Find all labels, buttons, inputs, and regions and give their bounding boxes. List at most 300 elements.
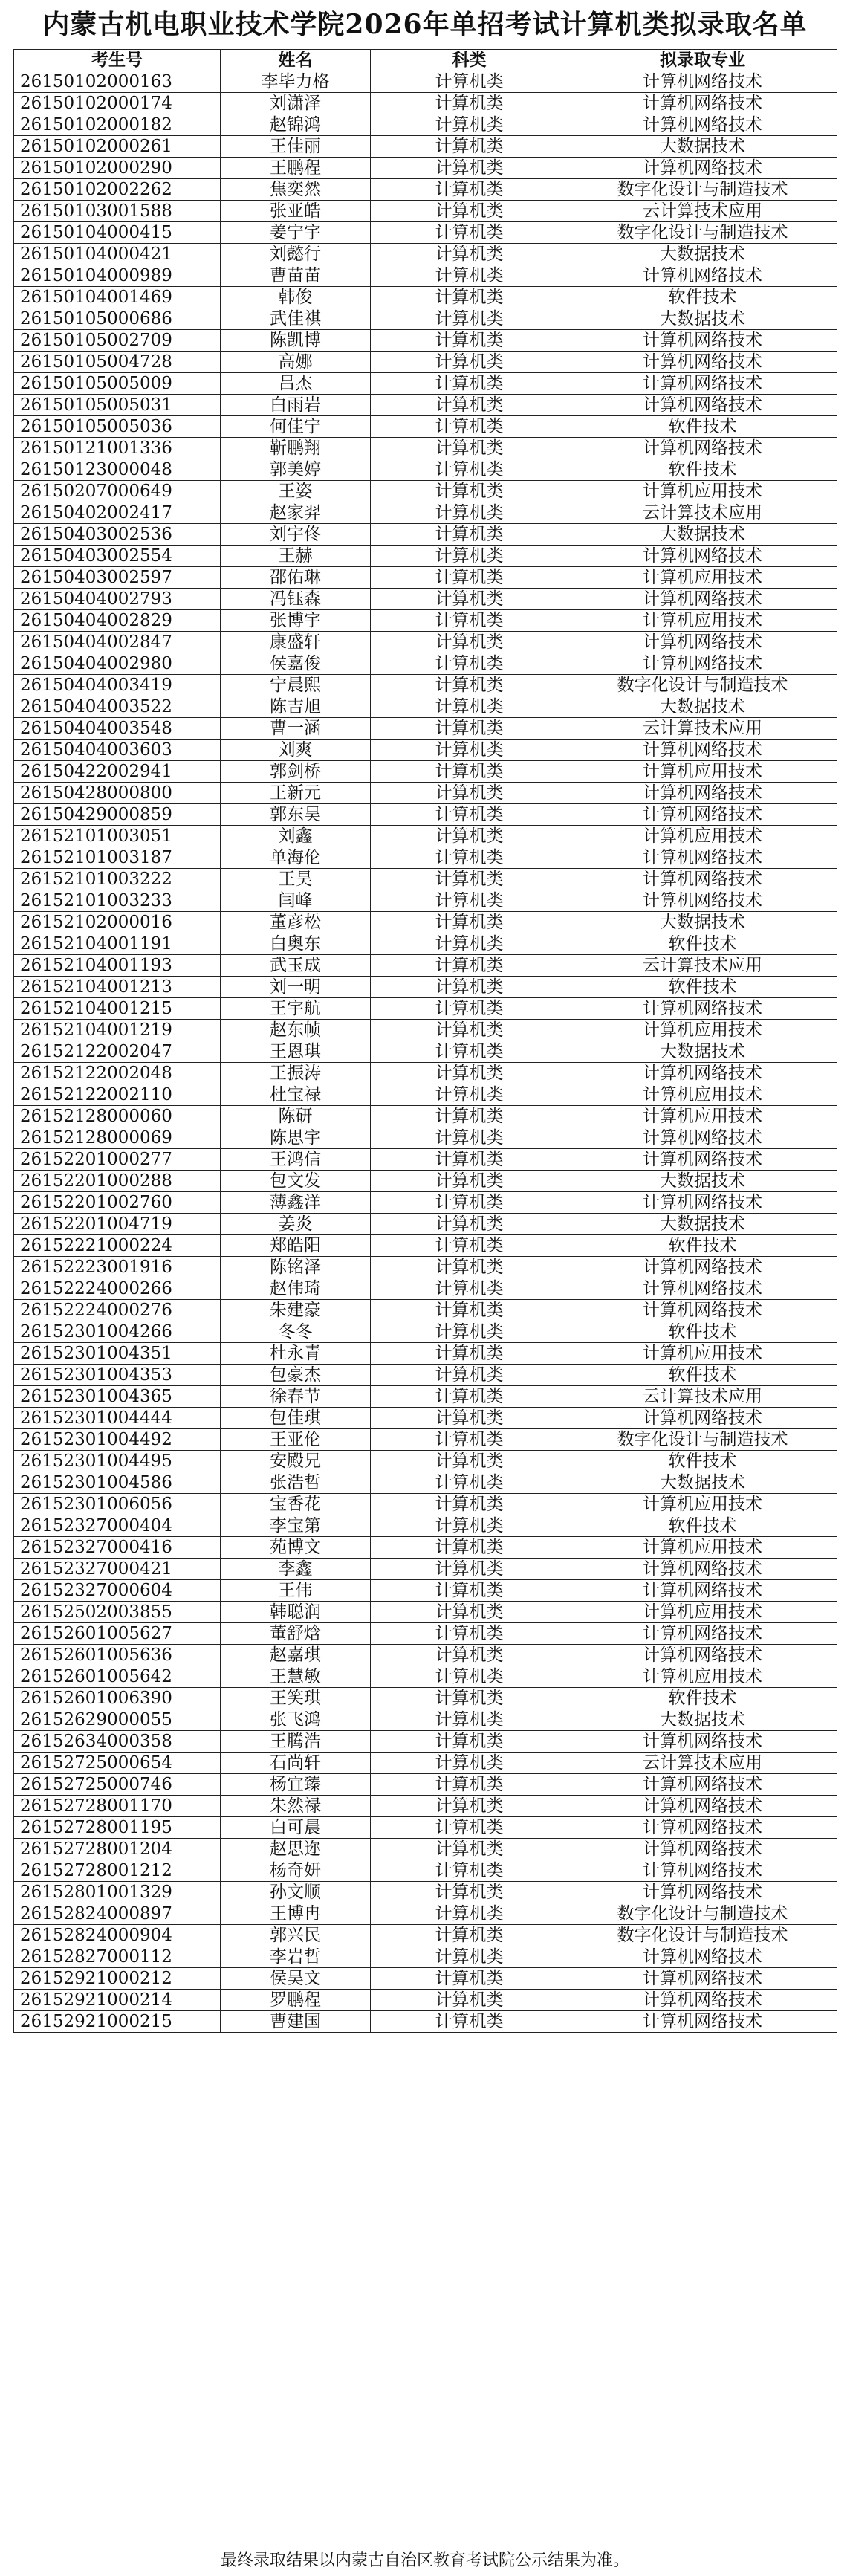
major-cell: 大数据技术 (568, 244, 837, 265)
name-cell: 曹苗苗 (221, 265, 371, 287)
major-cell: 计算机应用技术 (568, 1494, 837, 1515)
category-cell: 计算机类 (371, 1602, 568, 1623)
category-cell: 计算机类 (371, 1666, 568, 1688)
major-cell: 计算机网络技术 (568, 1968, 837, 1990)
name-cell: 冬冬 (221, 1321, 371, 1343)
table-row (14, 1580, 837, 1602)
table-row (14, 1559, 837, 1580)
category-cell: 计算机类 (371, 761, 568, 783)
major-cell: 软件技术 (568, 1515, 837, 1537)
table-row (14, 222, 837, 244)
category-cell: 计算机类 (371, 2011, 568, 2033)
table-row (14, 114, 837, 136)
major-cell: 计算机网络技术 (568, 1946, 837, 1968)
name-cell: 杜永青 (221, 1343, 371, 1365)
exam-number-cell: 26150102000174 (14, 93, 221, 114)
name-cell: 郭美婷 (221, 459, 371, 481)
name-cell: 宝香花 (221, 1494, 371, 1515)
category-cell: 计算机类 (371, 287, 568, 308)
name-cell: 王恩琪 (221, 1041, 371, 1063)
table-row (14, 1623, 837, 1645)
major-cell: 计算机网络技术 (568, 546, 837, 567)
table-row (14, 1968, 837, 1990)
name-cell: 白可晨 (221, 1817, 371, 1839)
name-cell: 李鑫 (221, 1559, 371, 1580)
table-row (14, 1235, 837, 1257)
major-cell: 数字化设计与制造技术 (568, 1925, 837, 1946)
category-cell: 计算机类 (371, 1709, 568, 1731)
category-cell: 计算机类 (371, 955, 568, 977)
category-cell: 计算机类 (371, 1278, 568, 1300)
category-cell: 计算机类 (371, 308, 568, 330)
name-cell: 王昊 (221, 869, 371, 890)
table-row (14, 93, 837, 114)
category-cell: 计算机类 (371, 653, 568, 675)
category-cell: 计算机类 (371, 1084, 568, 1106)
major-cell: 大数据技术 (568, 1171, 837, 1192)
name-cell: 刘宇佟 (221, 524, 371, 546)
exam-number-cell: 26152827000112 (14, 1946, 221, 1968)
exam-number-cell: 26150105005036 (14, 416, 221, 438)
exam-number-cell: 26150402002417 (14, 502, 221, 524)
category-cell: 计算机类 (371, 416, 568, 438)
table-row (14, 1666, 837, 1688)
category-cell: 计算机类 (371, 998, 568, 1020)
category-cell: 计算机类 (371, 912, 568, 933)
exam-number-cell: 26152327000416 (14, 1537, 221, 1559)
category-cell: 计算机类 (371, 1623, 568, 1645)
table-row (14, 610, 837, 632)
table-row (14, 912, 837, 933)
major-cell: 计算机网络技术 (568, 1300, 837, 1321)
name-cell: 冯钰森 (221, 589, 371, 610)
name-cell: 薄鑫洋 (221, 1192, 371, 1214)
exam-number-cell: 26152104001191 (14, 933, 221, 955)
name-cell: 刘爽 (221, 740, 371, 761)
table-row (14, 1278, 837, 1300)
exam-number-cell: 26150404003548 (14, 718, 221, 740)
exam-number-cell: 26152221000224 (14, 1235, 221, 1257)
exam-number-cell: 26152104001193 (14, 955, 221, 977)
name-cell: 武玉成 (221, 955, 371, 977)
table-row (14, 1063, 837, 1084)
name-cell: 朱建豪 (221, 1300, 371, 1321)
table-row (14, 869, 837, 890)
major-cell: 大数据技术 (568, 912, 837, 933)
category-cell: 计算机类 (371, 1968, 568, 1990)
name-cell: 刘懿行 (221, 244, 371, 265)
category-cell: 计算机类 (371, 459, 568, 481)
table-row (14, 459, 837, 481)
major-cell: 大数据技术 (568, 524, 837, 546)
major-cell: 计算机网络技术 (568, 1731, 837, 1753)
table-row (14, 847, 837, 869)
exam-number-cell: 26152301004351 (14, 1343, 221, 1365)
table-row (14, 1839, 837, 1860)
category-cell: 计算机类 (371, 1257, 568, 1278)
category-cell: 计算机类 (371, 589, 568, 610)
major-cell: 计算机网络技术 (568, 1882, 837, 1903)
name-cell: 王姿 (221, 481, 371, 502)
exam-number-cell: 26152824000904 (14, 1925, 221, 1946)
category-cell: 计算机类 (371, 1903, 568, 1925)
category-cell: 计算机类 (371, 1321, 568, 1343)
name-cell: 侯昊文 (221, 1968, 371, 1990)
major-cell: 计算机应用技术 (568, 1084, 837, 1106)
major-cell: 计算机网络技术 (568, 438, 837, 459)
table-row (14, 416, 837, 438)
major-cell: 软件技术 (568, 1365, 837, 1386)
category-cell: 计算机类 (371, 1235, 568, 1257)
major-cell: 数字化设计与制造技术 (568, 675, 837, 696)
category-cell: 计算机类 (371, 1063, 568, 1084)
name-cell: 单海伦 (221, 847, 371, 869)
name-cell: 曹建国 (221, 2011, 371, 2033)
category-cell: 计算机类 (371, 352, 568, 373)
category-cell: 计算机类 (371, 1106, 568, 1127)
major-cell: 计算机网络技术 (568, 1774, 837, 1796)
major-cell: 计算机网络技术 (568, 158, 837, 179)
table-row (14, 1343, 837, 1365)
exam-number-cell: 26152921000214 (14, 1990, 221, 2011)
name-cell: 武佳祺 (221, 308, 371, 330)
exam-number-cell: 26152801001329 (14, 1882, 221, 1903)
table-row (14, 1257, 837, 1278)
table-row (14, 1946, 837, 1968)
category-cell: 计算机类 (371, 502, 568, 524)
name-cell: 王腾浩 (221, 1731, 371, 1753)
exam-number-cell: 26150105005009 (14, 373, 221, 395)
exam-number-cell: 26152101003233 (14, 890, 221, 912)
category-cell: 计算机类 (371, 1300, 568, 1321)
category-cell: 计算机类 (371, 158, 568, 179)
name-cell: 杜宝禄 (221, 1084, 371, 1106)
category-cell: 计算机类 (371, 632, 568, 653)
table-row (14, 1774, 837, 1796)
exam-number-cell: 26152301004266 (14, 1321, 221, 1343)
header-major: 拟录取专业 (568, 50, 837, 71)
major-cell: 计算机网络技术 (568, 1278, 837, 1300)
table-row (14, 2011, 837, 2033)
major-cell: 计算机网络技术 (568, 1257, 837, 1278)
major-cell: 计算机网络技术 (568, 1623, 837, 1645)
table-row (14, 502, 837, 524)
exam-number-cell: 26152301004586 (14, 1472, 221, 1494)
category-cell: 计算机类 (371, 890, 568, 912)
major-cell: 计算机网络技术 (568, 2011, 837, 2033)
name-cell: 陈研 (221, 1106, 371, 1127)
exam-number-cell: 26150105000686 (14, 308, 221, 330)
major-cell: 计算机应用技术 (568, 610, 837, 632)
major-cell: 大数据技术 (568, 1709, 837, 1731)
major-cell: 软件技术 (568, 1688, 837, 1709)
table-row (14, 1860, 837, 1882)
exam-number-cell: 26150403002554 (14, 546, 221, 567)
table-row (14, 1365, 837, 1386)
table-row (14, 201, 837, 222)
major-cell: 计算机网络技术 (568, 1127, 837, 1149)
exam-number-cell: 26150102000261 (14, 136, 221, 158)
table-row (14, 179, 837, 201)
major-cell: 数字化设计与制造技术 (568, 1903, 837, 1925)
category-cell: 计算机类 (371, 1990, 568, 2011)
exam-number-cell: 26150121001336 (14, 438, 221, 459)
table-row (14, 1709, 837, 1731)
table-row (14, 675, 837, 696)
category-cell: 计算机类 (371, 222, 568, 244)
name-cell: 焦奕然 (221, 179, 371, 201)
category-cell: 计算机类 (371, 804, 568, 826)
category-cell: 计算机类 (371, 1580, 568, 1602)
exam-number-cell: 26150103001588 (14, 201, 221, 222)
major-cell: 计算机应用技术 (568, 1343, 837, 1365)
name-cell: 白奥东 (221, 933, 371, 955)
table-row (14, 589, 837, 610)
name-cell: 陈凯博 (221, 330, 371, 352)
major-cell: 数字化设计与制造技术 (568, 222, 837, 244)
name-cell: 王振涛 (221, 1063, 371, 1084)
table-row (14, 1149, 837, 1171)
category-cell: 计算机类 (371, 847, 568, 869)
header-exam-number: 考生号 (14, 50, 221, 71)
category-cell: 计算机类 (371, 1041, 568, 1063)
major-cell: 数字化设计与制造技术 (568, 179, 837, 201)
exam-number-cell: 26150207000649 (14, 481, 221, 502)
exam-number-cell: 26150104000415 (14, 222, 221, 244)
admission-table (13, 49, 837, 2033)
name-cell: 郭东昊 (221, 804, 371, 826)
major-cell: 计算机网络技术 (568, 1580, 837, 1602)
major-cell: 大数据技术 (568, 1472, 837, 1494)
exam-number-cell: 26150404002847 (14, 632, 221, 653)
category-cell: 计算机类 (371, 675, 568, 696)
table-row (14, 1084, 837, 1106)
page-title: 内蒙古机电职业技术学院2026年单招考试计算机类拟录取名单 (42, 9, 808, 40)
name-cell: 赵锦鸿 (221, 114, 371, 136)
table-row (14, 1990, 837, 2011)
name-cell: 王笑琪 (221, 1688, 371, 1709)
table-row (14, 1451, 837, 1472)
category-cell: 计算机类 (371, 136, 568, 158)
name-cell: 赵伟琦 (221, 1278, 371, 1300)
table-row (14, 244, 837, 265)
name-cell: 姜宁宇 (221, 222, 371, 244)
table-row (14, 158, 837, 179)
table-row (14, 1192, 837, 1214)
category-cell: 计算机类 (371, 93, 568, 114)
category-cell: 计算机类 (371, 1408, 568, 1429)
exam-number-cell: 26152728001195 (14, 1817, 221, 1839)
table-header-row (14, 50, 837, 71)
major-cell: 计算机应用技术 (568, 761, 837, 783)
exam-number-cell: 26150104000421 (14, 244, 221, 265)
table-row (14, 1386, 837, 1408)
table-row (14, 1903, 837, 1925)
exam-number-cell: 26152128000060 (14, 1106, 221, 1127)
name-cell: 董舒焓 (221, 1623, 371, 1645)
table-row (14, 761, 837, 783)
category-cell: 计算机类 (371, 1882, 568, 1903)
table-row (14, 1127, 837, 1149)
major-cell: 软件技术 (568, 459, 837, 481)
category-cell: 计算机类 (371, 977, 568, 998)
table-row (14, 1925, 837, 1946)
exam-number-cell: 26152101003051 (14, 826, 221, 847)
name-cell: 张浩哲 (221, 1472, 371, 1494)
category-cell: 计算机类 (371, 438, 568, 459)
exam-number-cell: 26150404003522 (14, 696, 221, 718)
name-cell: 王鸿信 (221, 1149, 371, 1171)
table-row (14, 438, 837, 459)
category-cell: 计算机类 (371, 244, 568, 265)
major-cell: 计算机应用技术 (568, 1537, 837, 1559)
name-cell: 王佳丽 (221, 136, 371, 158)
table-row (14, 352, 837, 373)
exam-number-cell: 26150404003419 (14, 675, 221, 696)
name-cell: 王赫 (221, 546, 371, 567)
major-cell: 计算机网络技术 (568, 373, 837, 395)
exam-number-cell: 26152301006056 (14, 1494, 221, 1515)
category-cell: 计算机类 (371, 1020, 568, 1041)
category-cell: 计算机类 (371, 201, 568, 222)
name-cell: 曹一涵 (221, 718, 371, 740)
major-cell: 软件技术 (568, 1321, 837, 1343)
name-cell: 闫峰 (221, 890, 371, 912)
exam-number-cell: 26150403002536 (14, 524, 221, 546)
name-cell: 宁晨熙 (221, 675, 371, 696)
exam-number-cell: 26152104001213 (14, 977, 221, 998)
major-cell: 计算机网络技术 (568, 1817, 837, 1839)
name-cell: 刘潇泽 (221, 93, 371, 114)
exam-number-cell: 26150105002709 (14, 330, 221, 352)
major-cell: 计算机网络技术 (568, 890, 837, 912)
major-cell: 计算机网络技术 (568, 632, 837, 653)
name-cell: 李宝第 (221, 1515, 371, 1537)
major-cell: 计算机应用技术 (568, 481, 837, 502)
name-cell: 董彦松 (221, 912, 371, 933)
major-cell: 计算机应用技术 (568, 826, 837, 847)
table-row (14, 1041, 837, 1063)
name-cell: 安殿兄 (221, 1451, 371, 1472)
name-cell: 李毕力格 (221, 71, 371, 93)
table-row (14, 783, 837, 804)
table-row (14, 481, 837, 502)
exam-number-cell: 26150102000290 (14, 158, 221, 179)
table-row (14, 933, 837, 955)
category-cell: 计算机类 (371, 1365, 568, 1386)
name-cell: 王伟 (221, 1580, 371, 1602)
name-cell: 靳鹏翔 (221, 438, 371, 459)
name-cell: 陈思宇 (221, 1127, 371, 1149)
name-cell: 白雨岩 (221, 395, 371, 416)
name-cell: 韩俊 (221, 287, 371, 308)
category-cell: 计算机类 (371, 696, 568, 718)
exam-number-cell: 26152601006390 (14, 1688, 221, 1709)
name-cell: 孙文顺 (221, 1882, 371, 1903)
major-cell: 大数据技术 (568, 136, 837, 158)
category-cell: 计算机类 (371, 1688, 568, 1709)
major-cell: 计算机网络技术 (568, 869, 837, 890)
category-cell: 计算机类 (371, 1386, 568, 1408)
table-row (14, 804, 837, 826)
name-cell: 苑博文 (221, 1537, 371, 1559)
category-cell: 计算机类 (371, 1839, 568, 1860)
name-cell: 吕杰 (221, 373, 371, 395)
name-cell: 王新元 (221, 783, 371, 804)
major-cell: 计算机网络技术 (568, 1149, 837, 1171)
table-row (14, 1171, 837, 1192)
category-cell: 计算机类 (371, 610, 568, 632)
name-cell: 高娜 (221, 352, 371, 373)
exam-number-cell: 26150404002793 (14, 589, 221, 610)
table-row (14, 1429, 837, 1451)
category-cell: 计算机类 (371, 1753, 568, 1774)
table-row (14, 265, 837, 287)
name-cell: 姜炎 (221, 1214, 371, 1235)
exam-number-cell: 26150105004728 (14, 352, 221, 373)
major-cell: 大数据技术 (568, 1214, 837, 1235)
exam-number-cell: 26152824000897 (14, 1903, 221, 1925)
exam-number-cell: 26152502003855 (14, 1602, 221, 1623)
major-cell: 计算机网络技术 (568, 265, 837, 287)
exam-number-cell: 26150428000800 (14, 783, 221, 804)
name-cell: 杨奇妍 (221, 1860, 371, 1882)
name-cell: 杨宜臻 (221, 1774, 371, 1796)
exam-number-cell: 26152327000421 (14, 1559, 221, 1580)
exam-number-cell: 26152201002760 (14, 1192, 221, 1214)
major-cell: 云计算技术应用 (568, 1386, 837, 1408)
table-row (14, 1817, 837, 1839)
major-cell: 计算机应用技术 (568, 1106, 837, 1127)
name-cell: 郭剑桥 (221, 761, 371, 783)
category-cell: 计算机类 (371, 1149, 568, 1171)
name-cell: 刘鑫 (221, 826, 371, 847)
exam-number-cell: 26152104001219 (14, 1020, 221, 1041)
name-cell: 张亚皓 (221, 201, 371, 222)
exam-number-cell: 26152327000404 (14, 1515, 221, 1537)
table-row (14, 136, 837, 158)
exam-number-cell: 26152122002048 (14, 1063, 221, 1084)
exam-number-cell: 26152301004495 (14, 1451, 221, 1472)
major-cell: 云计算技术应用 (568, 1753, 837, 1774)
major-cell: 计算机网络技术 (568, 847, 837, 869)
major-cell: 计算机应用技术 (568, 1666, 837, 1688)
table-row (14, 287, 837, 308)
exam-number-cell: 26150403002597 (14, 567, 221, 589)
major-cell: 计算机网络技术 (568, 998, 837, 1020)
table-row (14, 524, 837, 546)
category-cell: 计算机类 (371, 567, 568, 589)
major-cell: 计算机应用技术 (568, 1602, 837, 1623)
name-cell: 侯嘉俊 (221, 653, 371, 675)
table-row (14, 696, 837, 718)
category-cell: 计算机类 (371, 1946, 568, 1968)
category-cell: 计算机类 (371, 265, 568, 287)
exam-number-cell: 26152921000215 (14, 2011, 221, 2033)
exam-number-cell: 26152201000288 (14, 1171, 221, 1192)
exam-number-cell: 26152301004353 (14, 1365, 221, 1386)
exam-number-cell: 26150102000163 (14, 71, 221, 93)
category-cell: 计算机类 (371, 481, 568, 502)
category-cell: 计算机类 (371, 1451, 568, 1472)
exam-number-cell: 26152104001215 (14, 998, 221, 1020)
major-cell: 云计算技术应用 (568, 201, 837, 222)
name-cell: 王博冉 (221, 1903, 371, 1925)
exam-number-cell: 26152122002110 (14, 1084, 221, 1106)
exam-number-cell: 26150102000182 (14, 114, 221, 136)
exam-number-cell: 26152223001916 (14, 1257, 221, 1278)
major-cell: 计算机网络技术 (568, 114, 837, 136)
